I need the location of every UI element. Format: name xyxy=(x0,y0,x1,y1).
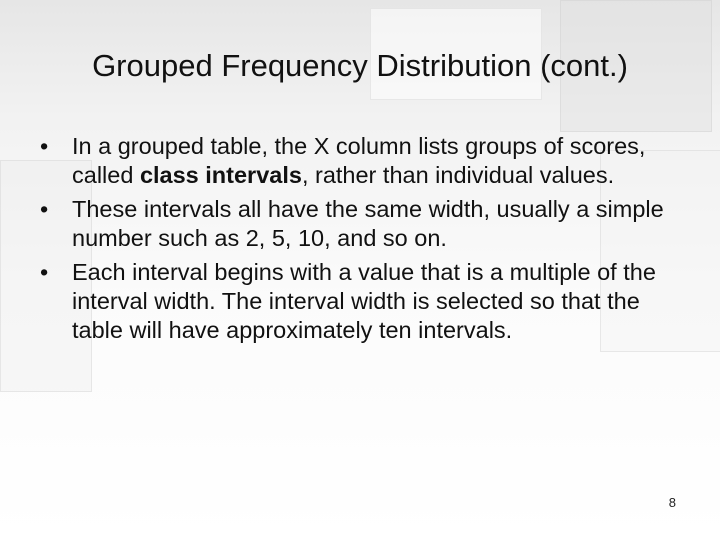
slide-title: Grouped Frequency Distribution (cont.) xyxy=(92,48,628,83)
bullet-dot-icon: • xyxy=(40,259,49,285)
bullet-list xyxy=(34,132,684,350)
bullet-text: These intervals all have the same width, usually a simple number such as 2, 5, 10, and so on. xyxy=(72,196,664,251)
bullet-item-class-intervals xyxy=(34,132,684,190)
bullet-dot-icon: • xyxy=(40,196,49,222)
slide-number: 8 xyxy=(668,495,676,510)
bullet-text-end: , rather than individual values. xyxy=(301,162,615,188)
bullet-item-interval-start xyxy=(34,258,684,345)
bullet-text-bold-term: class intervals xyxy=(139,162,302,188)
bullet-text-start: In a grouped table, the X column lists groups of scores, called xyxy=(72,133,646,188)
bullet-item-interval-width xyxy=(34,195,684,253)
bullet-text: Each interval begins with a value that is a multiple of the interval width. The interval width is selected so that the table will have approximately ten intervals. xyxy=(72,259,656,343)
bullet-dot-icon: • xyxy=(40,133,49,159)
